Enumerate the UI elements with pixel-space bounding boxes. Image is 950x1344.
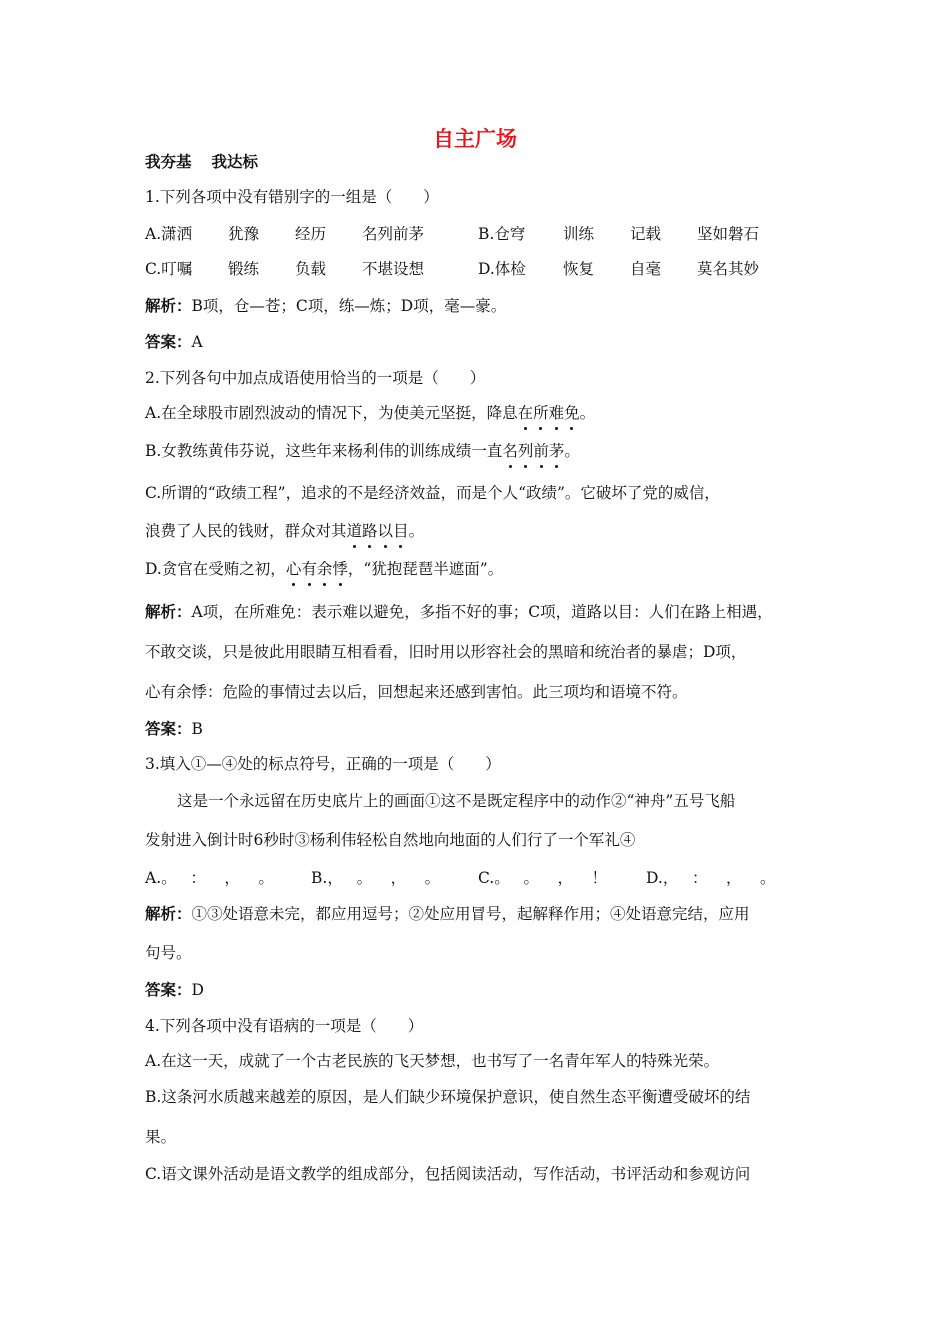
q1-analysis bbox=[145, 295, 506, 317]
q1-row1-item: 名列前茅 bbox=[362, 225, 425, 243]
punct-mark: ， bbox=[557, 869, 573, 887]
emphasis-char: 所 bbox=[533, 404, 549, 422]
analysis-text: ①③处语意未完，都应用逗号；②处应用冒号，起解释作用；④处语意完结，应用 bbox=[191, 905, 750, 923]
emphasis-char: 列 bbox=[517, 442, 534, 460]
q4-stem: 4.下列各项中没有语病的一项是（ ） bbox=[145, 1017, 424, 1035]
q2-option-c-line1: C.所谓的“政绩工程”，追求的不是经济效益，而是个人“政绩”。它破坏了党的威信， bbox=[145, 484, 720, 502]
q3-option-d bbox=[646, 867, 785, 889]
q1-row2-item: C.叮嘱 bbox=[145, 260, 193, 278]
q1-row1-item: 坚如磐石 bbox=[697, 225, 760, 243]
q1-row2-item: 莫名其妙 bbox=[697, 260, 760, 278]
option-text: ，“犹抱琵琶半遮面”。 bbox=[347, 560, 504, 578]
q2-option-c-line2 bbox=[145, 520, 424, 542]
punct-mark: ： bbox=[692, 869, 708, 887]
emphasis-char: 道 bbox=[346, 522, 363, 540]
dotted-idiom bbox=[286, 560, 348, 578]
emphasis-char: 免 bbox=[564, 404, 580, 422]
emphasis-char: 名 bbox=[502, 442, 518, 460]
section-heading-part2: 我达标 bbox=[211, 153, 259, 171]
q1-row2-item: 锻练 bbox=[228, 260, 260, 278]
dotted-idiom bbox=[518, 404, 580, 422]
q1-row2-item: 负载 bbox=[295, 260, 327, 278]
emphasis-char: 茅 bbox=[548, 442, 565, 460]
answer-label: 答案： bbox=[145, 981, 192, 999]
answer-label: 答案： bbox=[145, 333, 192, 351]
q1-stem: 1.下列各项中没有错别字的一组是（ ） bbox=[145, 188, 439, 206]
option-text: 浪费了人民的钱财，群众对其 bbox=[145, 522, 347, 540]
q2-analysis-line2: 不敢交谈，只是彼此用眼睛互相看看，旧时用以形容社会的黑暗和统治者的暴虐；D项， bbox=[145, 643, 747, 661]
emphasis-char: 路 bbox=[362, 522, 378, 540]
answer-value: D bbox=[191, 981, 204, 999]
q3-analysis-line1 bbox=[145, 903, 750, 925]
punct-mark: 。 bbox=[760, 869, 776, 887]
answer-value: A bbox=[191, 333, 203, 351]
q2-analysis-line3: 心有余悸：危险的事情过去以后，回想起来还感到害怕。此三项均和语境不符。 bbox=[145, 683, 688, 701]
q1-row1-item: B.仓穹 bbox=[478, 225, 526, 243]
punct-mark: ， bbox=[662, 869, 679, 887]
section-heading-part1: 我夯基 bbox=[145, 153, 192, 171]
option-label: C. bbox=[478, 869, 495, 887]
option-text: 。 bbox=[564, 442, 580, 460]
emphasis-char: 以 bbox=[377, 522, 394, 540]
q3-stem: 3.填入①—④处的标点符号，正确的一项是（ ） bbox=[145, 755, 501, 773]
answer-label: 答案： bbox=[145, 720, 192, 738]
q3-option-a bbox=[145, 867, 283, 889]
option-text: 。 bbox=[408, 522, 425, 540]
page-title: 自主广场 bbox=[433, 127, 517, 151]
emphasis-char: 悸 bbox=[332, 560, 348, 578]
punct-mark: 。 bbox=[258, 869, 274, 887]
analysis-label: 解析： bbox=[145, 297, 192, 315]
q1-row1-item: A.潇洒 bbox=[145, 225, 193, 243]
analysis-text: B项，仓—苍；C项，练—炼；D项，毫—豪。 bbox=[191, 297, 507, 315]
dotted-idiom bbox=[347, 522, 409, 540]
punct-mark: ， bbox=[224, 869, 240, 887]
emphasis-char: 前 bbox=[533, 442, 549, 460]
punct-mark: 。 bbox=[494, 869, 510, 887]
q3-passage-line2: 发射进入倒计时6秒时③杨利伟轻松自然地向地面的人们行了一个军礼④ bbox=[145, 831, 636, 849]
punct-mark: 。 bbox=[523, 869, 539, 887]
emphasis-char: 余 bbox=[316, 560, 333, 578]
analysis-text: A项，在所难免：表示难以避免，多指不好的事；C项，道路以目：人们在路上相遇， bbox=[191, 603, 773, 621]
emphasis-char: 目 bbox=[393, 522, 409, 540]
section-heading bbox=[145, 151, 258, 173]
emphasis-char: 在 bbox=[517, 404, 534, 422]
q2-option-d bbox=[145, 558, 503, 580]
punct-mark: ， bbox=[726, 869, 742, 887]
q1-row2-item: 恢复 bbox=[563, 260, 595, 278]
q3-answer bbox=[145, 979, 204, 1001]
q1-row1-item: 犹豫 bbox=[228, 225, 260, 243]
punct-mark: ， bbox=[327, 869, 343, 887]
q2-answer bbox=[145, 718, 203, 740]
q1-row2-item: D.体检 bbox=[478, 260, 526, 278]
option-label: D. bbox=[646, 869, 663, 887]
emphasis-char: 难 bbox=[548, 404, 565, 422]
q2-option-a bbox=[145, 402, 595, 424]
q2-option-b bbox=[145, 440, 580, 462]
q3-analysis-line2: 句号。 bbox=[145, 944, 192, 962]
option-text: B.女教练黄伟芬说，这些年来杨利伟的训练成绩一直 bbox=[145, 442, 503, 460]
emphasis-char: 心 bbox=[285, 560, 302, 578]
q1-row1-item: 记载 bbox=[630, 225, 662, 243]
q2-analysis-line1 bbox=[145, 601, 773, 623]
q4-option-b-line2: 果。 bbox=[145, 1128, 177, 1146]
analysis-label: 解析： bbox=[145, 905, 192, 923]
punct-mark: 。 bbox=[356, 869, 373, 887]
punct-mark: 。 bbox=[424, 869, 441, 887]
q3-option-c bbox=[478, 867, 616, 889]
emphasis-char: 有 bbox=[301, 560, 317, 578]
analysis-label: 解析： bbox=[145, 603, 192, 621]
q1-row2-item: 不堪设想 bbox=[362, 260, 425, 278]
dotted-idiom bbox=[502, 442, 564, 460]
punct-mark: ！ bbox=[591, 869, 607, 887]
answer-value: B bbox=[191, 720, 203, 738]
option-label: A. bbox=[145, 869, 162, 887]
option-text: D.贪官在受贿之初， bbox=[145, 560, 286, 578]
punct-mark: ： bbox=[190, 869, 206, 887]
q3-passage-line1: 这是一个永远留在历史底片上的画面①这不是既定程序中的动作②“神舟”五号飞船 bbox=[177, 792, 736, 810]
q1-row1-item: 经历 bbox=[295, 225, 327, 243]
punct-mark: 。 bbox=[161, 869, 177, 887]
q1-answer bbox=[145, 331, 203, 353]
q1-row2-item: 自毫 bbox=[630, 260, 662, 278]
q4-option-c-line1: C.语文课外活动是语文教学的组成部分，包括阅读活动，写作活动，书评活动和参观访问 bbox=[145, 1165, 751, 1183]
option-label: B. bbox=[311, 869, 328, 887]
option-text: 。 bbox=[579, 404, 596, 422]
q2-stem: 2.下列各句中加点成语使用恰当的一项是（ ） bbox=[145, 369, 486, 387]
q4-option-b-line1: B.这条河水质越来越差的原因，是人们缺少环境保护意识，使自然生态平衡遭受破坏的结 bbox=[145, 1088, 751, 1106]
q4-option-a: A.在这一天，成就了一个古老民族的飞天梦想，也书写了一名青年军人的特殊光荣。 bbox=[145, 1052, 720, 1070]
q3-option-b bbox=[311, 867, 449, 889]
q1-row1-item: 训练 bbox=[563, 225, 595, 243]
punct-mark: ， bbox=[390, 869, 407, 887]
option-text: A.在全球股市剧烈波动的情况下，为使美元坚挺，降息 bbox=[145, 404, 518, 422]
